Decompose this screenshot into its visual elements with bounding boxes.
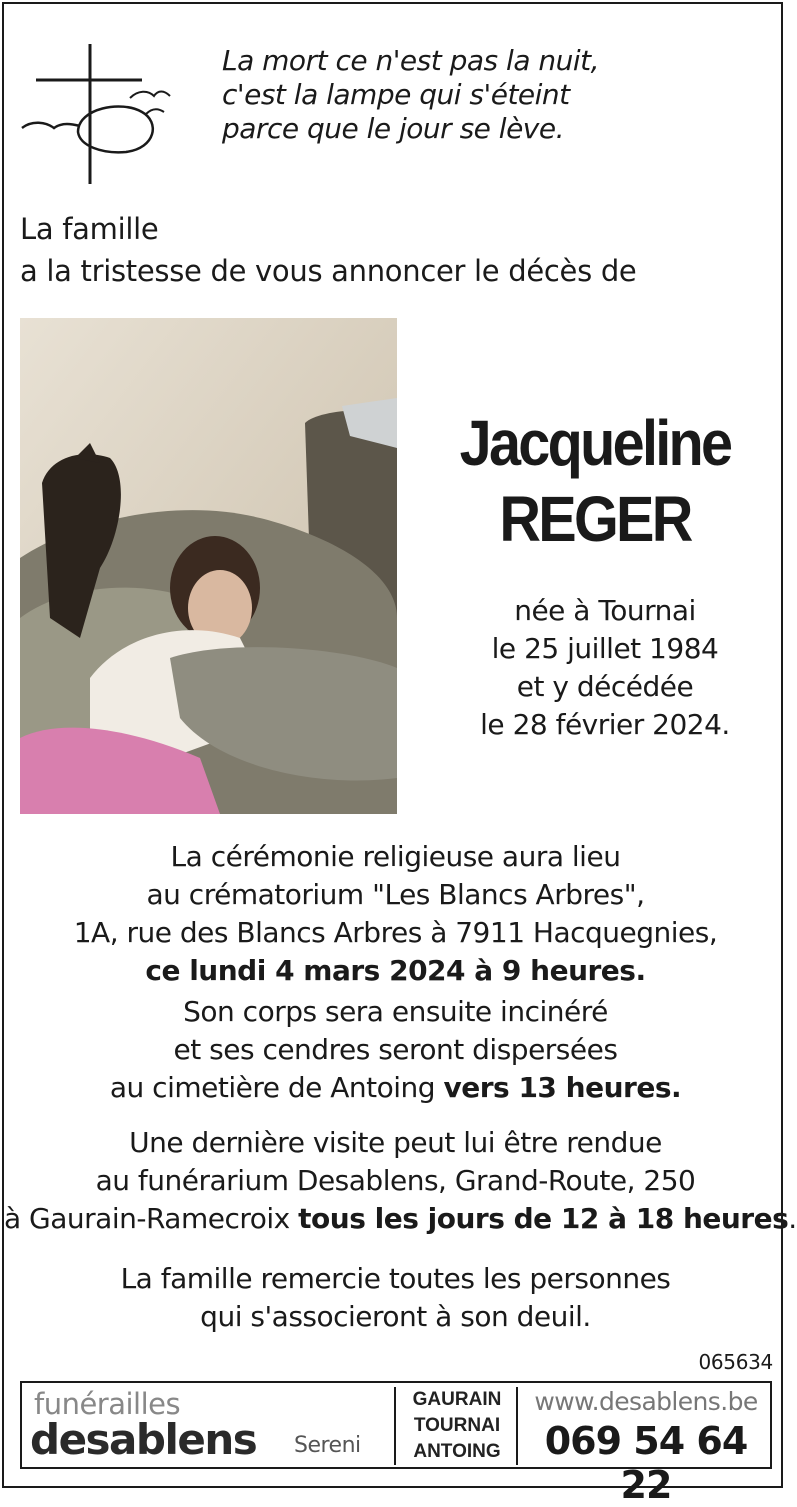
town: GAURAIN xyxy=(412,1389,502,1410)
divider xyxy=(516,1387,518,1465)
cremation-time: vers 13 heures. xyxy=(443,1071,682,1104)
date-line: le 28 février 2024. xyxy=(480,708,730,741)
visit-hours: tous les jours de 12 à 18 heures xyxy=(298,1202,789,1235)
ceremony-section xyxy=(4,838,787,990)
cremation-line xyxy=(4,1069,787,1107)
town: TOURNAI xyxy=(413,1415,501,1436)
date-line: née à Tournai xyxy=(514,594,696,627)
cremation-place: au cimetière de Antoing xyxy=(109,1071,444,1104)
thanks-line: La famille remercie toutes les personnes xyxy=(120,1262,671,1295)
visit-line xyxy=(4,1200,797,1238)
towns-list xyxy=(402,1387,512,1465)
divider xyxy=(394,1387,396,1465)
visit-place: à Gaurain-Ramecroix xyxy=(4,1202,299,1235)
ceremony-line: au crématorium "Les Blancs Arbres", xyxy=(146,878,645,911)
brand-sub: Sereni xyxy=(294,1433,361,1458)
date-line: le 25 juillet 1984 xyxy=(491,632,719,665)
reference-number: 065634 xyxy=(698,1350,773,1374)
visit-line: Une dernière visite peut lui être rendue xyxy=(129,1126,662,1159)
portrait-photo xyxy=(20,318,397,814)
brand-tagline: funérailles xyxy=(34,1387,181,1421)
thanks-section xyxy=(4,1260,787,1336)
funeral-home-banner xyxy=(20,1381,772,1507)
deceased-name xyxy=(438,405,753,557)
phone-number[interactable]: 069 54 64 22 xyxy=(544,1419,748,1507)
intro-line: La famille xyxy=(20,212,159,246)
visit-line: au funérarium Desablens, Grand-Route, 250 xyxy=(95,1164,696,1197)
quote xyxy=(222,44,599,146)
brand-logo: desablens xyxy=(30,1415,257,1464)
cremation-line: Son corps sera ensuite incinéré xyxy=(183,995,608,1028)
ceremony-datetime: ce lundi 4 mars 2024 à 9 heures. xyxy=(145,954,646,987)
cross-bird-emblem-icon xyxy=(18,42,178,188)
cremation-section xyxy=(4,993,787,1107)
quote-line: parce que le jour se lève. xyxy=(222,112,565,145)
intro-line: a la tristesse de vous annoncer le décès de xyxy=(20,254,637,288)
town: ANTOING xyxy=(413,1441,501,1462)
visit-section xyxy=(4,1124,797,1238)
last-name: REGER xyxy=(499,483,691,555)
cremation-line: et ses cendres seront dispersées xyxy=(173,1033,618,1066)
website-link[interactable]: www.desablens.be xyxy=(534,1387,758,1416)
date-line: et y décédée xyxy=(516,670,694,703)
intro xyxy=(20,208,636,292)
visit-punct: . xyxy=(788,1202,797,1235)
quote-line: La mort ce n'est pas la nuit, xyxy=(222,44,600,77)
ceremony-line: 1A, rue des Blancs Arbres à 7911 Hacquegnies, xyxy=(73,916,718,949)
ceremony-line: La cérémonie religieuse aura lieu xyxy=(170,840,621,873)
birth-death-info xyxy=(440,592,770,744)
first-name: Jacqueline xyxy=(459,407,731,479)
thanks-line: qui s'associeront à son deuil. xyxy=(200,1300,591,1333)
quote-line: c'est la lampe qui s'éteint xyxy=(222,78,570,111)
